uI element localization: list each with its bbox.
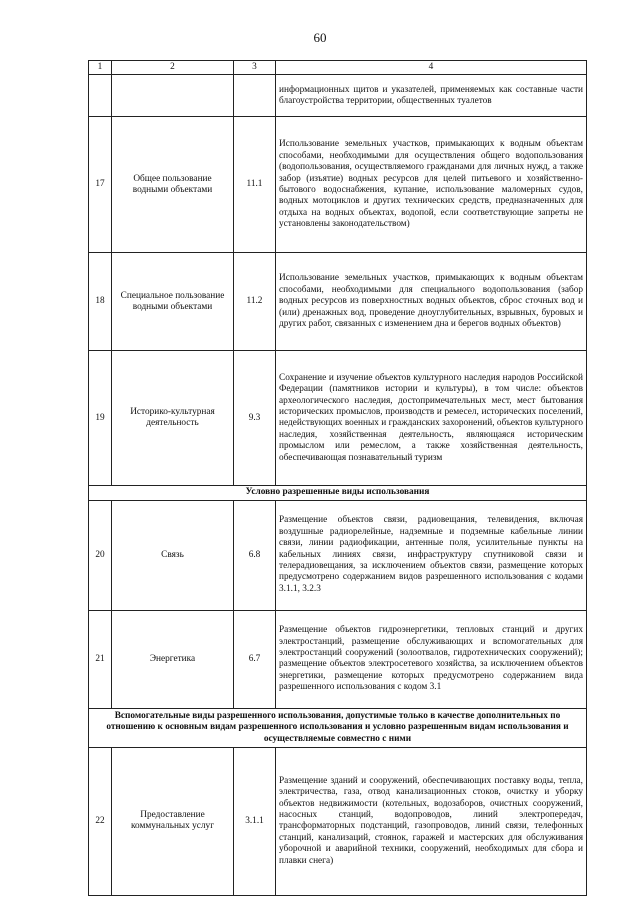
row-number: 17	[89, 117, 112, 253]
use-code: 6.8	[234, 500, 276, 610]
use-description: Использование земельных участков, примыкающих к водным объектам способами, необходимыми для осуществления общего водопользования (водопользования, осуществляемого гражданами для личных нужд, а также забор (изъятие) водных ресурсов для целей питьевого и хозяйственно-бытового водоснабжения, купание, использование маломерных судов, водных мотоциклов и других технических средств, предназначенных для отдыха на водных объектах, водопой, если соответствующие запреты не установлены законодательством)	[276, 117, 587, 253]
row-number: 18	[89, 253, 112, 351]
use-name: Связь	[112, 500, 234, 610]
use-description: Размещение объектов гидроэнергетики, тепловых станций и других электростанций, размещение обслуживающих и вспомогательных для электростанций сооружений (золоотвалов, гидротехнических сооружений); размещение объектов электросетевого хозяйства, за исключением объектов энергетики, размещение которых предусмотрено содержанием вида разрешенного использования с кодом 3.1	[276, 610, 587, 708]
use-description: Сохранение и изучение объектов культурного наследия народов Российской Федерации (памятников истории и культуры), в том числе: объектов археологического наследия, достопримечательных мест, мест бытования исторических промыслов, производств и ремесел, исторических поселений, недействующих военных и гражданских захоронений, объектов культурного наследия, хозяйственная деятельность, являющаяся историческим промыслом или ремеслом, а также хозяйственная деятельность, обеспечивающая познавательный туризм	[276, 351, 587, 486]
row-number: 22	[89, 747, 112, 895]
section-heading-row	[89, 708, 587, 747]
use-code	[234, 75, 276, 117]
table-row	[89, 610, 587, 708]
section-heading: Вспомогательные виды разрешенного использования, допустимые только в качестве дополнительных по отношению к основным видам разрешенного использования и условно разрешенным видам использования и осуществляемые совместно с ними	[89, 708, 587, 747]
page-number: 60	[313, 30, 327, 45]
use-name: Специальное пользование водными объектами	[112, 253, 234, 351]
column-header: 3	[234, 61, 276, 75]
use-name: Историко-культурная деятельность	[112, 351, 234, 486]
use-description: Размещение объектов связи, радиовещания, телевидения, включая воздушные радиорелейные, надземные и подземные кабельные линии связи, линии радиофикации, антенные поля, усилительные пункты на кабельных линиях связи, инфраструктуру спутниковой связи и телерадиовещания, за исключением объектов связи, размещение которых предусмотрено содержанием видов разрешенного использования с кодами 3.1.1, 3.2.3	[276, 500, 587, 610]
use-name: Энергетика	[112, 610, 234, 708]
table-row	[89, 117, 587, 253]
row-number: 20	[89, 500, 112, 610]
use-name: Общее пользование водными объектами	[112, 117, 234, 253]
land-use-table	[88, 60, 587, 896]
column-header: 2	[112, 61, 234, 75]
table-row	[89, 75, 587, 117]
use-description: Использование земельных участков, примыкающих к водным объектам способами, необходимыми для специального водопользования (забор водных ресурсов из поверхностных водных объектов, сброс сточных вод и (или) дренажных вод, проведение дноуглубительных, взрывных, буровых и других работ, связанных с изменением дна и берегов водных объектов)	[276, 253, 587, 351]
table-row	[89, 351, 587, 486]
section-heading: Условно разрешенные виды использования	[89, 486, 587, 500]
use-name: Предоставление коммунальных услуг	[112, 747, 234, 895]
use-code: 11.1	[234, 117, 276, 253]
column-header: 4	[276, 61, 587, 75]
use-code: 9.3	[234, 351, 276, 486]
use-code: 3.1.1	[234, 747, 276, 895]
row-number	[89, 75, 112, 117]
use-code: 6.7	[234, 610, 276, 708]
table-header-row	[89, 61, 587, 75]
section-heading-row	[89, 486, 587, 500]
row-number: 21	[89, 610, 112, 708]
use-code: 11.2	[234, 253, 276, 351]
table-row	[89, 253, 587, 351]
table-row	[89, 500, 587, 610]
use-name	[112, 75, 234, 117]
use-description: информационных щитов и указателей, применяемых как составные части благоустройства территории, общественных туалетов	[276, 75, 587, 117]
table-row	[89, 747, 587, 895]
row-number: 19	[89, 351, 112, 486]
use-description: Размещение зданий и сооружений, обеспечивающих поставку воды, тепла, электричества, газа, отвод канализационных стоков, очистку и уборку объектов недвижимости (котельных, водозаборов, очистных сооружений, насосных станций, водопроводов, линий электропередач, трансформаторных подстанций, газопроводов, линий связи, телефонных станций, канализаций, стоянок, гаражей и мастерских для обслуживания уборочной и аварийной техники, сооружений, необходимых для сбора и плавки снега)	[276, 747, 587, 895]
column-header: 1	[89, 61, 112, 75]
